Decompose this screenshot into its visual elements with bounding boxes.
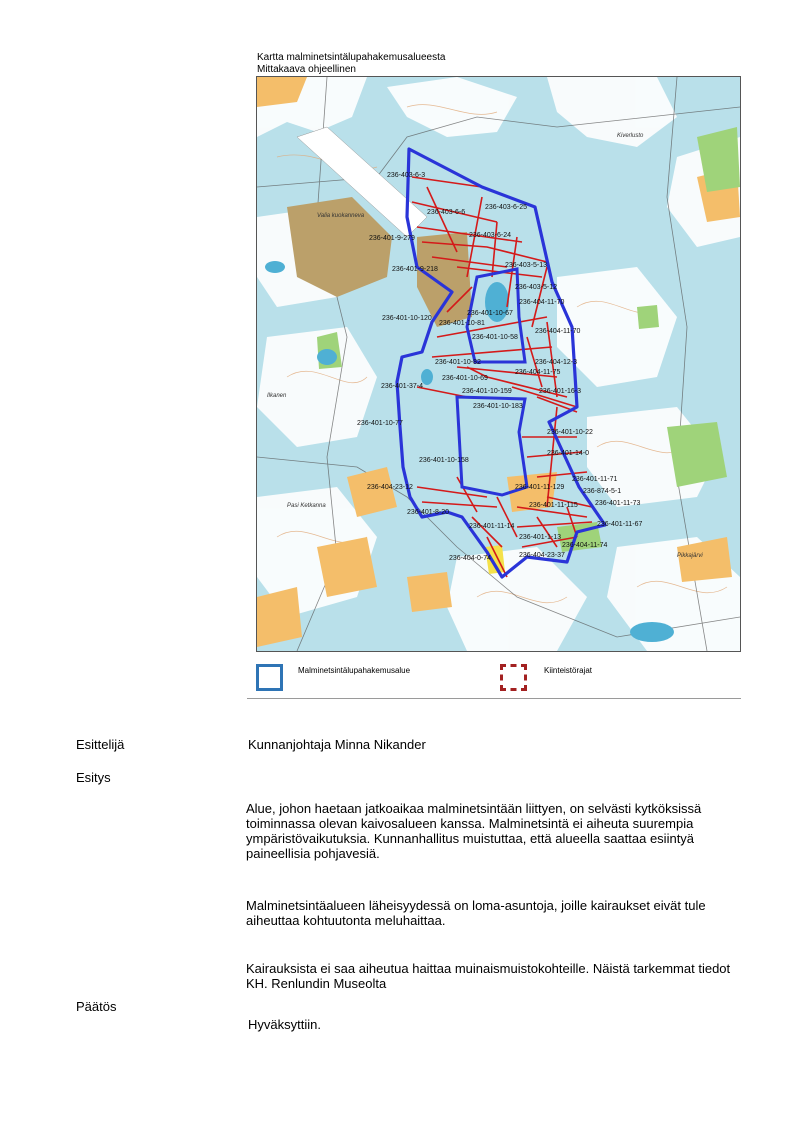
map-title-line2: Mittakaava ohjeellinen	[257, 64, 356, 75]
parcel-label: 236-401-16-3	[539, 388, 582, 395]
parcel-label: 236-403-6-3	[387, 172, 426, 179]
place-label: Kiverlusto	[617, 133, 644, 139]
presenter-label: Esittelijä	[76, 737, 125, 752]
place-label: Ilkanen	[267, 393, 287, 399]
legend-area-swatch	[256, 664, 283, 691]
parcel-label: 236-401-11-115	[529, 502, 578, 509]
parcel-label: 236-401-10-81	[439, 320, 485, 327]
parcel-label: 236-404-12-3	[535, 359, 578, 366]
parcel-label: 236-403-5-13	[505, 262, 548, 269]
parcel-label: 236-401-1-13	[519, 534, 562, 541]
parcel-label: 236-401-10-77	[357, 420, 403, 427]
legend-area-label: Malminetsintälupahakemusalue	[298, 666, 411, 675]
parcel-label: 236-404-11-75	[515, 369, 561, 376]
parcel-label: 236-401-10-67	[467, 310, 513, 317]
paragraph-2: Malminetsintäalueen läheisyydessä on loma-asuntoja, joille kairaukset eivät tule aiheuttaa kohtuutonta meluhaittaa.	[246, 898, 706, 928]
parcel-label: 236-401-11-14	[469, 523, 515, 530]
legend-divider	[247, 698, 741, 699]
place-label: Pasi Ketkanna	[287, 503, 326, 509]
parcel-label: 236-401-10-159	[462, 388, 512, 395]
parcel-label: 236-401-11-129	[515, 484, 565, 491]
paragraph-1: Alue, johon haetaan jatkoaikaa malminetsintään liittyen, on selvästi kytköksissä toiminnassa olevan kaivosalueen kanssa. Malminetsintä ei aiheuta suurempia ympäristövaikutuksia. Kunnanhallitus muistuttaa, että alueella saattaa esiintyä paineellisia pohjavesiä.	[246, 801, 702, 861]
place-label: Valia kuokanneva	[317, 213, 365, 219]
parcel-label: 236-404-11-70	[519, 299, 565, 306]
decision-label: Päätös	[76, 999, 117, 1014]
legend-boundary-label: Kiinteistörajat	[544, 666, 593, 675]
map-svg	[257, 77, 740, 651]
parcel-label: 236-401-9-279	[369, 235, 415, 242]
parcel-label: 236-401-10-22	[547, 429, 593, 436]
parcel-label: 236-401-10-120	[382, 315, 432, 322]
map-title-line1: Kartta malminetsintälupahakemusalueesta	[257, 52, 446, 63]
presenter-value: Kunnanjohtaja Minna Nikander	[248, 737, 426, 752]
parcel-label: 236-404-0-74	[449, 555, 492, 562]
map-title	[257, 52, 445, 76]
parcel-label: 236-401-37-4	[381, 383, 424, 390]
map	[256, 76, 741, 652]
paragraph-3: Kairauksista ei saa aiheutua haittaa muinaismuistokohteille. Näistä tarkemmat tiedot KH. Renlundin Museolta	[246, 961, 731, 991]
parcel-label: 236-404-23-12	[367, 484, 413, 491]
parcel-label: 236-401-10-183	[473, 403, 523, 410]
decision-value: Hyväksyttiin.	[248, 1017, 321, 1032]
parcel-label: 236-404-11-74	[562, 542, 608, 549]
place-label: Pikkajärvi	[677, 553, 703, 559]
parcel-label: 236-401-10-158	[419, 457, 469, 464]
parcel-label: 236-401-9-218	[392, 266, 438, 273]
parcel-label: 236-403-6-24	[469, 232, 512, 239]
parcel-label: 236-401-11-67	[597, 521, 643, 528]
parcel-label: 236-404-23-37	[519, 552, 565, 559]
parcel-label: 236-404-11-70	[535, 328, 581, 335]
parcel-label: 236-874-5-1	[583, 488, 622, 495]
parcel-label: 236-401-11-73	[595, 500, 641, 507]
parcel-label: 236-401-10-82	[435, 359, 481, 366]
presentation-label: Esitys	[76, 770, 111, 785]
parcel-label: 236-403-5-12	[515, 284, 558, 291]
legend-boundary-swatch	[500, 664, 527, 691]
parcel-label: 236-401-14-0	[547, 450, 590, 457]
parcel-label: 236-401-11-71	[572, 476, 618, 483]
parcel-label: 236-401-8-20	[407, 509, 450, 516]
parcel-label: 236-403-6-25	[485, 204, 528, 211]
parcel-label: 236-401-10-58	[472, 334, 518, 341]
parcel-label: 236-403-6-6	[427, 209, 466, 216]
parcel-label: 236-401-10-69	[442, 375, 488, 382]
